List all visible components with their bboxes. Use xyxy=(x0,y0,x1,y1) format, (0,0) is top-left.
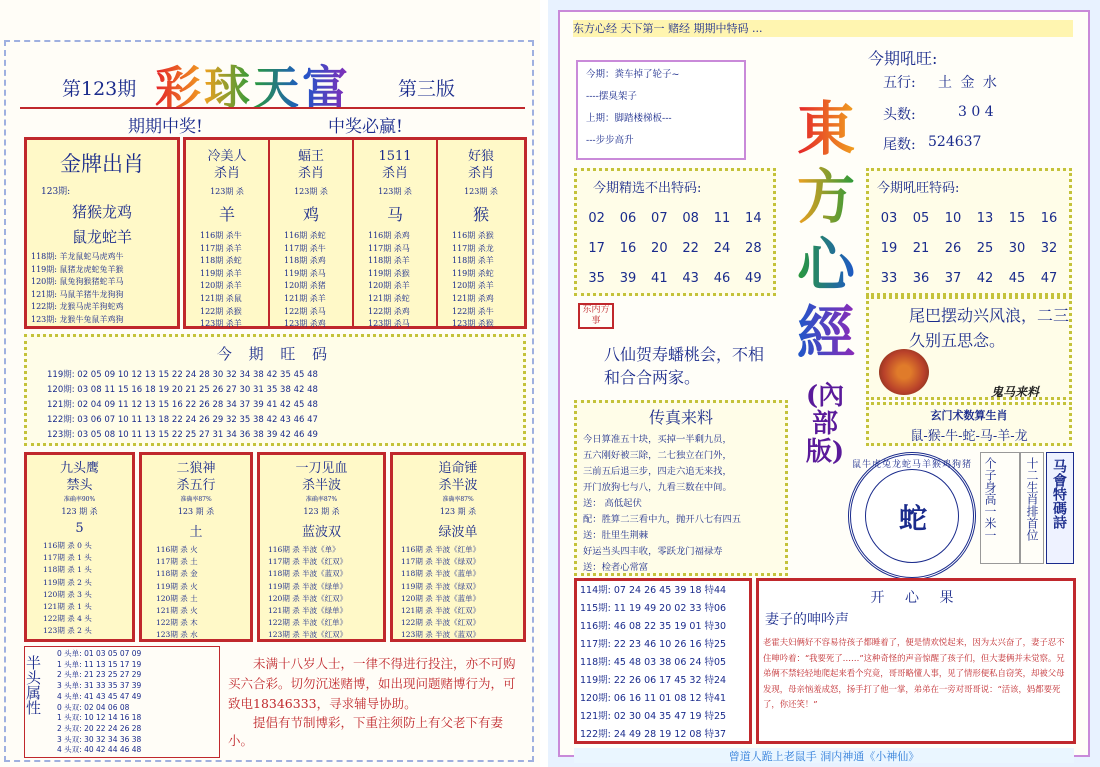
list-item: 120期 杀羊 xyxy=(452,281,494,291)
column-kill: 杀 xyxy=(403,187,412,196)
side-note-c: 马會特碼詩 xyxy=(1051,459,1067,529)
list-item: 118期 杀羊 xyxy=(452,256,494,266)
box-accuracy: 准确率87% xyxy=(442,496,474,503)
number-cell: 16 xyxy=(1040,211,1058,226)
column-subtitle: 杀肖 xyxy=(297,166,324,181)
column-kill: 杀 xyxy=(235,187,244,196)
number-cell: 39 xyxy=(619,271,637,286)
list-item: 122期 杀马 xyxy=(284,306,326,316)
list-item: 五六刚好被三除，二七独立在门外， xyxy=(583,450,732,461)
box-period: 123 期 杀 xyxy=(303,507,340,516)
kill-column xyxy=(186,140,270,329)
joke-body: 老霍夫妇俩好不容易待孩子都睡着了，便是情欢悦起来，因为太兴奋了，妻子忍不住呻吟着：“我要死了……”这种奇怪的声音惊醒了孩子们，但大妻俩并未觉察。兄弟俩不禁轻轻地爬起来看个究竟，哥哥略懂人事，见了情形便私自窃笑，却被父母发现，母亲恼羞成怒，扬手打了他一掌，弟弟在一旁对哥哥说：“活该，妈都要死了，你还笑！” xyxy=(763,637,1065,709)
number-cell: 43 xyxy=(682,271,699,286)
column-title: 冷美人 xyxy=(207,149,247,164)
box-period: 123 期 杀 xyxy=(61,507,98,516)
number-cell: 07 xyxy=(651,211,668,226)
box-pick: 土 xyxy=(189,525,203,540)
number-cell: 21 xyxy=(912,241,930,256)
number-cell: 13 xyxy=(976,211,994,226)
half-attribute-box xyxy=(24,646,220,758)
kill-column xyxy=(438,140,524,329)
list-item: 今日算准五十块，买掉一半剩九员， xyxy=(583,434,732,445)
list-item: 119期 杀猴 xyxy=(368,268,410,278)
notice-text-2: 提倡有节制博彩，下重注须防上有父老下有妻小。 xyxy=(228,715,504,748)
number-cell: 46 xyxy=(713,271,731,286)
list-item: 4 头双: 40 42 44 46 48 xyxy=(57,745,142,755)
gold-title: 金牌出肖 xyxy=(60,152,144,176)
number-cell: 35 xyxy=(588,271,605,286)
list-item: 120期 杀 半波《蓝单》 xyxy=(401,593,481,603)
table-row: 116期: 46 08 22 35 19 01 特30 xyxy=(580,621,727,632)
kill-column xyxy=(270,140,354,329)
number-cell: 25 xyxy=(976,241,994,256)
list-item: 三前五后退三步，四走六追无来找， xyxy=(583,466,732,477)
column-title: 1511 xyxy=(378,149,412,164)
side-note-a: 个子身高一米一 xyxy=(983,457,997,541)
list-item: 119期 杀 半波《绿双》 xyxy=(401,581,481,591)
list-item: 121期 杀羊 xyxy=(284,293,326,303)
number-cell: 15 xyxy=(1008,211,1026,226)
gold-box xyxy=(24,137,180,329)
box-period: 123 期 杀 xyxy=(439,507,477,516)
box-accuracy: 准确率87% xyxy=(305,496,338,503)
list-item: 开门放狗七与八，九看三数在中间。 xyxy=(583,482,732,493)
top-banner: 东方心经 天下第一 赌经 期期中特码 ... xyxy=(573,20,1073,37)
slogan-left: 期期中奖! xyxy=(128,117,203,137)
divider xyxy=(20,107,525,109)
number-cell: 10 xyxy=(944,211,962,226)
center-zodiac: 蛇 xyxy=(898,502,927,535)
list-item: 120期: 03 08 11 15 16 18 19 20 21 25 26 27 30 31 35 38 42 48 xyxy=(47,385,318,395)
column-pick: 马 xyxy=(386,205,403,224)
list-item: 118期 杀蛇 xyxy=(200,256,242,266)
list-item: 119期: 02 05 09 10 12 13 15 22 24 28 30 32 34 38 42 35 45 48 xyxy=(47,370,318,380)
table-row: 114期: 07 24 26 45 39 18 特44 xyxy=(580,585,727,596)
list-item: 122期: 03 06 07 10 11 13 18 22 24 26 29 32 35 38 42 43 46 47 xyxy=(47,415,318,425)
number-cell: 30 xyxy=(1008,241,1026,256)
box-title: 二狼神 xyxy=(176,461,216,476)
baxian-poem: 八仙贺寿蟠桃会，不相和合合两家。 xyxy=(604,345,765,387)
right-page xyxy=(548,0,1100,767)
column-subtitle: 杀肖 xyxy=(467,166,494,181)
list-item: 0 头单: 01 03 05 07 09 xyxy=(57,649,142,658)
number-cell: 22 xyxy=(682,241,699,256)
kill-box xyxy=(257,452,386,642)
list-item: 120期 杀 3 头 xyxy=(43,589,92,599)
table-row: 121期: 02 30 04 35 47 19 特25 xyxy=(580,711,727,722)
column-period: 123期 xyxy=(294,187,318,196)
list-item: 3 头单: 31 33 35 37 39 xyxy=(57,681,142,691)
vertical-title xyxy=(792,95,860,367)
number-cell: 41 xyxy=(651,271,668,286)
list-item: 119期 杀 2 头 xyxy=(43,577,92,587)
list-item: 120期 杀 土 xyxy=(156,593,198,603)
list-item: 119期 杀 半波《绿单》 xyxy=(268,581,348,591)
half-label: 半头属性 xyxy=(24,655,42,715)
list-item: 122期 杀 4 头 xyxy=(43,614,92,624)
list-item: 1 头单: 11 13 15 17 19 xyxy=(57,659,142,669)
list-item: 118期 杀 金 xyxy=(156,569,198,579)
list-item: 118期 杀鸡 xyxy=(284,256,326,266)
number-cell: 06 xyxy=(619,211,637,226)
stamp-icon: 东内方事 xyxy=(578,303,614,329)
fax-title: 传真来料 xyxy=(648,408,713,427)
footer-banner: 曾道人跪上老鼠手 洞内神通《小神仙》 xyxy=(574,748,1074,763)
list-item: 119期 杀蛇 xyxy=(452,268,494,278)
list-item: 121期: 02 04 09 11 12 13 15 16 22 26 28 34 37 39 41 42 45 48 xyxy=(47,400,318,410)
xuanmen-box xyxy=(866,402,1072,446)
list-item: 123期 杀鸡 xyxy=(284,319,326,329)
left-page xyxy=(0,0,540,767)
list-item: 118期 杀 半波《蓝双》 xyxy=(268,569,348,579)
list-item: 117期 杀龙 xyxy=(452,243,494,253)
list-item: 117期 杀 土 xyxy=(156,557,198,567)
list-item: 4 头单: 41 43 45 47 49 xyxy=(57,691,142,701)
box-accuracy: 准确率90% xyxy=(63,496,96,503)
number-cell: 19 xyxy=(880,241,898,256)
number-cell: 02 xyxy=(588,211,605,226)
box-period: 123 期 杀 xyxy=(177,507,215,516)
list-item: 123期 杀 半波《蓝双》 xyxy=(401,630,481,640)
column-title: 好狼 xyxy=(467,149,494,164)
box-pick: 蓝波双 xyxy=(301,525,341,540)
list-item: 送：肚里生荆棘 xyxy=(583,530,649,541)
history-box xyxy=(574,578,752,744)
list-item: 好运当头四丰收，零跃龙门福禄寿 xyxy=(583,546,723,557)
box-subtitle: 禁头 xyxy=(66,478,93,493)
side-note-box xyxy=(980,452,1020,564)
not-out-box xyxy=(574,168,776,296)
inner-edition: (內部版) xyxy=(805,381,845,467)
list-item: 118期 杀羊 xyxy=(368,256,410,266)
number-cell: 47 xyxy=(1040,271,1058,286)
wang-number-box xyxy=(866,168,1072,296)
column-period: 123期 xyxy=(378,187,402,196)
number-cell: 14 xyxy=(745,211,762,226)
list-item: 122期 杀猴 xyxy=(200,306,242,316)
list-item: 121期 杀蛇 xyxy=(368,293,410,303)
list-item: 今期：粪车掉了轮子~ xyxy=(586,69,680,80)
list-item: 送： 高低起伏 xyxy=(583,498,642,509)
column-title: 蝠王 xyxy=(297,149,324,164)
list-item: 123期 杀 水 xyxy=(156,630,198,640)
list-item: 121期 杀 1 头 xyxy=(43,602,92,612)
list-item: 123期: 龙猴牛兔鼠羊鸡狗 xyxy=(31,314,124,324)
list-item: 121期 杀鸡 xyxy=(452,293,494,303)
wang-number-title: 今期吼旺特码: xyxy=(877,181,960,196)
box-title: 九头鹰 xyxy=(59,461,99,476)
list-item: 117期 杀 1 头 xyxy=(43,553,92,563)
list-item: 2 头单: 21 23 25 27 29 xyxy=(57,670,142,680)
tou-value: 3 0 4 xyxy=(958,104,994,120)
column-pick: 鸡 xyxy=(302,205,319,224)
title-text: 東方心經 xyxy=(796,95,855,367)
list-item: 2 头双: 20 22 24 26 28 xyxy=(57,723,142,733)
column-period: 123期 xyxy=(464,187,488,196)
list-item: 116期 杀鸡 xyxy=(368,231,410,240)
box-pick: 绿波单 xyxy=(438,525,478,540)
box-subtitle: 杀五行 xyxy=(176,478,216,493)
number-cell: 37 xyxy=(944,271,962,286)
list-item: 120期 杀猪 xyxy=(284,281,326,291)
kill-box xyxy=(24,452,135,642)
column-subtitle: 杀肖 xyxy=(381,166,408,181)
fax-box xyxy=(574,400,788,576)
number-cell: 16 xyxy=(619,241,637,256)
brand-logo: 彩球天富 xyxy=(155,52,351,118)
list-item: 119期: 鼠猪龙虎蛇兔羊猴 xyxy=(31,264,124,274)
list-item: 配：胜算二三看中九，抛开八七有四五 xyxy=(583,514,742,525)
kill-box xyxy=(390,452,526,642)
list-item: 116期 杀 0 头 xyxy=(43,541,92,550)
list-item: 123期 杀 半波《红双》 xyxy=(268,630,348,640)
tiger-icon xyxy=(879,349,929,395)
box-title: 追命锤 xyxy=(438,461,478,476)
column-subtitle: 杀肖 xyxy=(213,166,240,181)
wangma-box xyxy=(24,334,526,446)
number-cell: 05 xyxy=(912,211,930,226)
wuxing-value: 土 金 水 xyxy=(938,75,999,91)
number-cell: 33 xyxy=(880,271,898,286)
zodiac-ring-text: 鼠牛虎兔龙蛇马羊猴鸡狗猪 xyxy=(851,460,972,470)
half-table xyxy=(57,649,141,756)
table-row: 115期: 11 19 49 20 02 33 特06 xyxy=(580,603,727,614)
zodiac-wheel xyxy=(848,452,976,580)
list-item: 123期 杀羊 xyxy=(200,319,242,329)
table-row: 118期: 45 48 03 38 06 24 特05 xyxy=(580,657,727,668)
gold-pick1: 猪猴龙鸡 xyxy=(71,203,132,221)
side-note-box xyxy=(1020,452,1044,564)
box-subtitle: 杀半波 xyxy=(438,478,478,493)
table-row: 120期: 06 16 11 01 08 12 特41 xyxy=(580,693,727,704)
not-out-title: 今期精选不出特码: xyxy=(593,181,702,196)
list-item: 116期 杀猴 xyxy=(452,231,494,240)
list-item: 121期 杀 火 xyxy=(156,606,198,616)
box-subtitle: 杀半波 xyxy=(301,478,341,493)
not-out-numbers xyxy=(581,204,769,294)
list-item: 116期 杀牛 xyxy=(200,231,242,240)
list-item: 116期 杀蛇 xyxy=(284,231,326,240)
wei-value: 524637 xyxy=(928,134,982,150)
list-item: 1 头双: 10 12 14 16 18 xyxy=(57,713,142,723)
list-item: 120期 杀羊 xyxy=(368,281,410,291)
list-item: 116期 杀 半波《单》 xyxy=(268,545,340,554)
number-cell: 17 xyxy=(588,241,605,256)
number-cell: 26 xyxy=(944,241,962,256)
number-cell: 36 xyxy=(912,271,930,286)
column-kill: 杀 xyxy=(489,187,498,196)
list-item: 118期 杀 半波《蓝单》 xyxy=(401,569,481,579)
list-item: 118期 杀 1 头 xyxy=(43,565,92,575)
list-item: ----摆臭架子 xyxy=(586,91,637,102)
wuxing-label: 五行: xyxy=(883,75,916,91)
list-item: 121期 杀 半波《绿单》 xyxy=(268,606,348,616)
side-note-box xyxy=(1046,452,1074,564)
number-cell: 03 xyxy=(880,211,898,226)
kill-box xyxy=(139,452,253,642)
table-row: 122期: 24 49 28 19 12 08 特37 xyxy=(580,729,727,740)
table-row: 117期: 22 23 46 10 26 16 特25 xyxy=(580,639,727,650)
list-item: 117期 杀牛 xyxy=(284,243,326,253)
list-item: 122期: 龙猴马虎羊狗蛇鸡 xyxy=(31,302,124,312)
slogan-right: 中奖必赢! xyxy=(328,117,403,137)
column-period: 123期 xyxy=(210,187,234,196)
list-item: 送：检者心常富 xyxy=(583,562,649,573)
number-cell: 32 xyxy=(1040,241,1058,256)
list-item: 122期 杀 半波《红双》 xyxy=(401,618,481,628)
list-item: 122期 杀鸡 xyxy=(368,306,410,316)
wangma-title: 今 期 旺 码 xyxy=(216,345,334,363)
list-item: 119期 杀 火 xyxy=(156,581,198,591)
number-cell: 08 xyxy=(682,211,699,226)
tiger-label: 鬼马来料 xyxy=(991,385,1040,399)
list-item: 116期 杀 半波《红单》 xyxy=(401,545,481,554)
column-pick: 羊 xyxy=(218,205,235,224)
xuanmen-title: 玄门术数算生肖 xyxy=(930,409,1008,422)
edition: 第三版 xyxy=(398,78,456,100)
list-item: 123期 杀 2 头 xyxy=(43,626,92,636)
list-item: 122期 杀牛 xyxy=(452,306,494,316)
list-item: 116期 杀 火 xyxy=(156,545,198,554)
gold-period: 123期: xyxy=(41,187,71,197)
list-item: 117期 杀羊 xyxy=(200,243,242,253)
side-note-b: 十二生肖排首位 xyxy=(1025,457,1039,541)
list-item: 120期 杀羊 xyxy=(200,281,242,291)
list-item: 0 头双: 02 04 06 08 xyxy=(57,702,130,712)
list-item: 120期 杀 半波《红双》 xyxy=(268,593,348,603)
wei-label: 尾数: xyxy=(883,137,916,153)
box-title: 一刀见血 xyxy=(295,461,348,476)
list-item: 123期: 03 05 08 10 11 13 15 22 25 27 31 34 36 38 39 42 46 49 xyxy=(47,430,318,440)
list-item: 3 头双: 30 32 34 36 38 xyxy=(57,734,142,744)
tou-label: 头数: xyxy=(883,107,916,123)
list-item: 上期：脚踏楼梯板--- xyxy=(586,113,672,124)
number-cell: 45 xyxy=(1008,271,1026,286)
issue-number: 第123期 xyxy=(62,78,137,100)
list-item: 123期 杀猴 xyxy=(452,319,494,329)
xuanmen-line: 鼠-猴-牛-蛇-马-羊-龙 xyxy=(910,429,1028,444)
list-item: 121期 杀 半波《红双》 xyxy=(401,606,481,616)
box-pick: 5 xyxy=(75,521,84,536)
number-cell: 11 xyxy=(713,211,731,226)
list-item: 118期: 羊龙鼠蛇马虎鸡牛 xyxy=(31,252,124,261)
wangwang-title: 今期吼旺: xyxy=(868,49,938,68)
list-item: 121期 杀鼠 xyxy=(200,293,242,303)
list-item: 122期 杀 木 xyxy=(156,618,198,628)
list-item: 119期 杀马 xyxy=(284,268,326,278)
list-item: 117期 杀 半波《绿双》 xyxy=(401,557,481,567)
number-cell: 24 xyxy=(713,241,731,256)
joke-box xyxy=(756,578,1076,744)
tail-poem-box xyxy=(866,296,1072,400)
column-kill: 杀 xyxy=(319,187,328,196)
column-pick: 猴 xyxy=(472,205,489,224)
gold-history xyxy=(31,251,177,327)
kill-column xyxy=(354,140,438,329)
list-item: 117期 杀 半波《红双》 xyxy=(268,557,348,567)
number-cell: 49 xyxy=(745,271,762,286)
notice-text: 未满十八岁人士，一律不得进行投注，亦不可购买六合彩。切勿沉迷赌博，如出现问题赌博行为，可致电18346333，寻求辅导协助。 xyxy=(228,656,516,711)
list-item: 120期: 鼠兔狗猴猪蛇羊马 xyxy=(31,277,124,287)
box-accuracy: 准确率87% xyxy=(180,496,212,503)
gold-pick2: 鼠龙蛇羊 xyxy=(71,228,132,246)
list-item: 121期: 马鼠羊猪牛龙狗狗 xyxy=(31,289,124,299)
number-cell: 28 xyxy=(745,241,762,256)
list-item: 123期 杀马 xyxy=(368,319,410,329)
tail-poem: 尾巴摆动兴风浪，二三久别五思念。 xyxy=(909,306,1070,350)
poem-box xyxy=(576,60,746,160)
list-item: 117期 杀马 xyxy=(368,243,410,253)
list-item: ---步步高升 xyxy=(586,135,634,146)
joke-title: 开 心 果 xyxy=(870,590,962,606)
wang-numbers xyxy=(873,204,1065,294)
table-row: 119期: 22 26 06 17 45 32 特24 xyxy=(580,675,727,686)
joke-subtitle: 妻子的呻吟声 xyxy=(765,612,849,628)
number-cell: 20 xyxy=(651,241,668,256)
list-item: 119期 杀羊 xyxy=(200,268,242,278)
number-cell: 42 xyxy=(976,271,994,286)
list-item: 122期 杀 半波《红单》 xyxy=(268,618,348,628)
